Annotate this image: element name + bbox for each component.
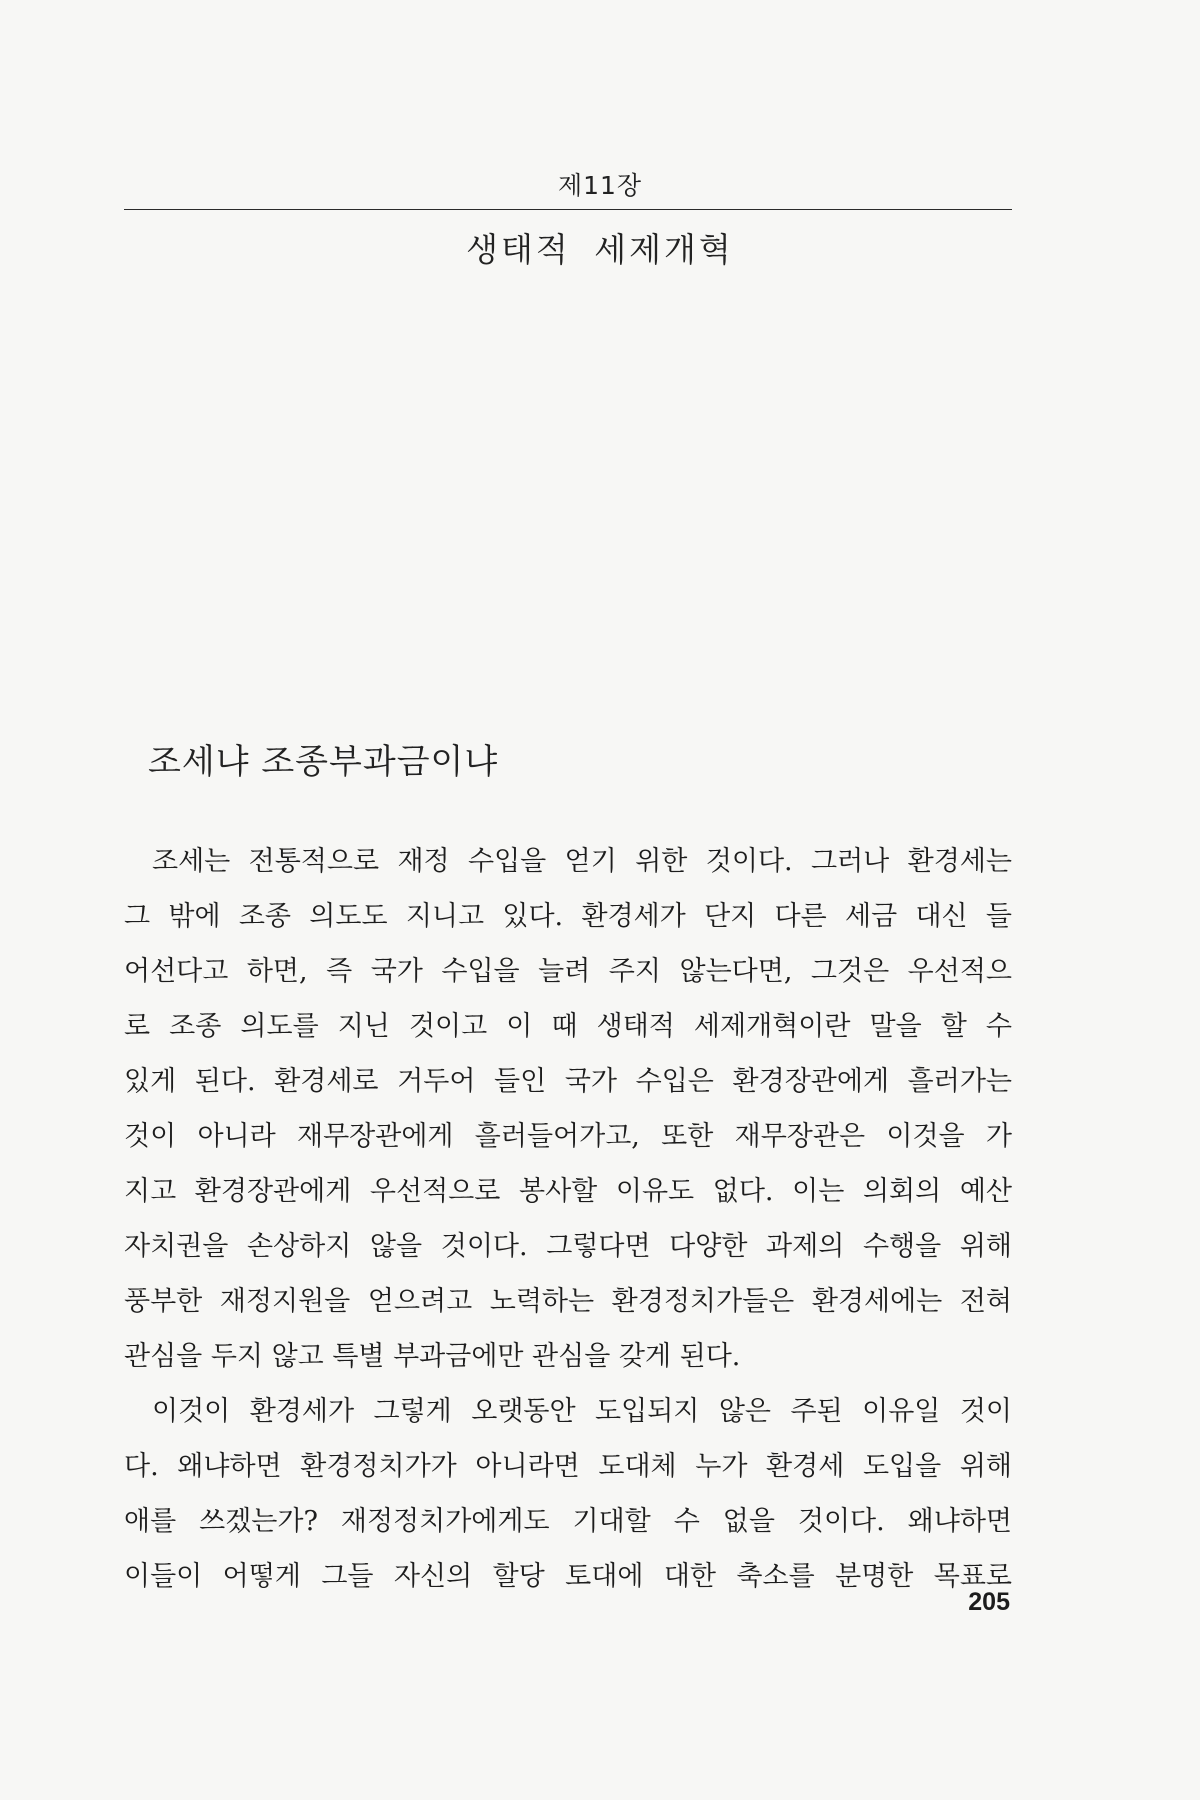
chapter-divider [124,209,1012,210]
text-line: 것이 아니라 재무장관에게 흘러들어가고, 또한 재무장관은 이것을 가 [124,1121,1012,1152]
text-line: 관심을 두지 않고 특별 부과금에만 관심을 갖게 된다. [124,1341,741,1372]
body-text [124,834,1012,1604]
chapter-title: 생태적 세제개혁 [466,230,734,269]
text-line: 어선다고 하면, 즉 국가 수입을 늘려 주지 않는다면, 그것은 우선적으 [124,956,1012,987]
page-number: 205 [968,1588,1010,1616]
text-line: 이들이 어떻게 그들 자신의 할당 토대에 대한 축소를 분명한 목표로 [124,1561,1012,1592]
text-line: 애를 쓰겠는가? 재정정치가에게도 기대할 수 없을 것이다. 왜냐하면 [124,1506,1012,1537]
chapter-label: 제11장 [557,171,643,200]
text-line: 풍부한 재정지원을 얻으려고 노력하는 환경정치가들은 환경세에는 전혀 [124,1286,1012,1317]
text-line: 다. 왜냐하면 환경정치가가 아니라면 도대체 누가 환경세 도입을 위해 [124,1451,1012,1482]
text-line: 조세는 전통적으로 재정 수입을 얻기 위한 것이다. 그러나 환경세는 [152,846,1012,877]
text-line: 지고 환경장관에게 우선적으로 봉사할 이유도 없다. 이는 의회의 예산 [124,1176,1012,1207]
text-line: 이것이 환경세가 그렇게 오랫동안 도입되지 않은 주된 이유일 것이 [152,1396,1012,1427]
section-heading: 조세냐 조종부과금이냐 [148,742,499,782]
text-line: 있게 된다. 환경세로 거두어 들인 국가 수입은 환경장관에게 흘러가는 [124,1066,1012,1097]
text-line: 자치권을 손상하지 않을 것이다. 그렇다면 다양한 과제의 수행을 위해 [124,1231,1012,1262]
text-line: 그 밖에 조종 의도도 지니고 있다. 환경세가 단지 다른 세금 대신 들 [124,901,1012,932]
text-line: 로 조종 의도를 지닌 것이고 이 때 생태적 세제개혁이란 말을 할 수 [124,1011,1012,1042]
